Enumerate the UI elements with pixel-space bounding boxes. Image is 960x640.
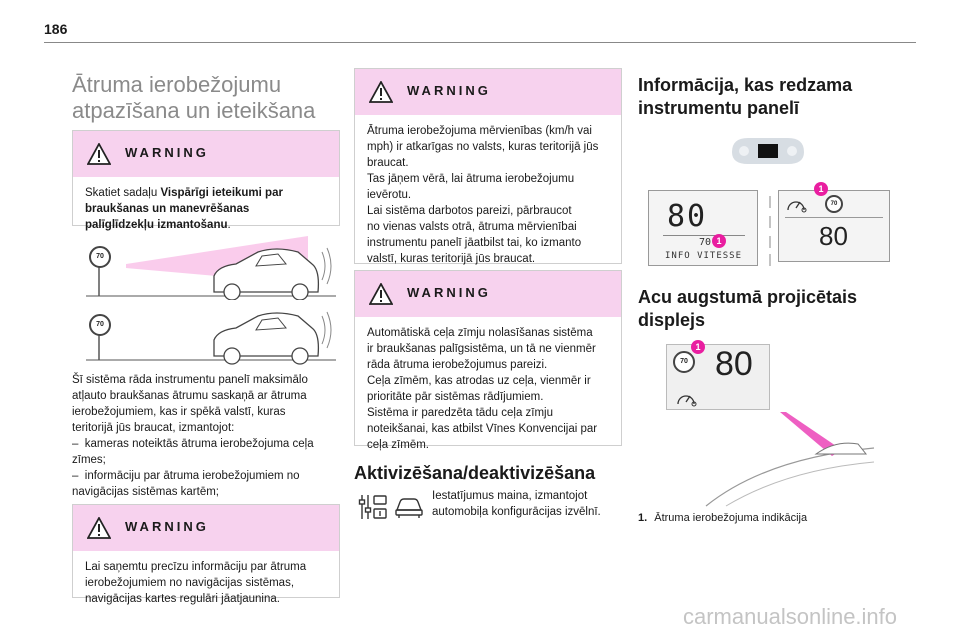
warning-box-2: [72, 504, 340, 605]
car-settings-icon: [394, 494, 424, 525]
section-title: Ātruma ierobežojumu atpazīšana un ieteikšana: [72, 72, 316, 123]
callout-badge: 1: [814, 182, 828, 196]
divider: [785, 217, 883, 218]
warning-header: [73, 505, 339, 551]
speed-readout: 80: [819, 221, 848, 251]
hud-projection-illustration: [646, 410, 886, 515]
legend-number: 1.: [638, 512, 648, 524]
warning-header: [355, 271, 621, 317]
legend: [638, 512, 807, 524]
car-icon: [86, 236, 336, 300]
warning-box-4: [354, 270, 622, 451]
panel-separator: [766, 196, 774, 271]
head-up-display: [666, 344, 770, 410]
info-caption: INFO VITESSE: [665, 251, 743, 261]
divider: [663, 235, 745, 236]
instrument-panel-digital: [648, 190, 758, 266]
speed-sign: 70: [673, 351, 695, 373]
car-sign-illustration-top: [86, 236, 336, 300]
car-icon: [86, 302, 336, 366]
warning-triangle-icon: [87, 143, 111, 165]
warning-text: Automātiskā ceļa zīmju nolasīšanas sistēma ir braukšanas palīgsistēma, un tā ne vienmēr rāda ātruma ierobežojumus pareizi. Ceļa zīmēm, kas atrodas uz ceļa, vienmēr ir prioritāte pār sistēmas rādījumiem. Sistēma ir paredzēta tādu ceļa zīmju noteikšanai, kas atbilst Vīnes Konvencijai par ceļa zīmēm.: [367, 327, 598, 451]
watermark: carmanualsonline.info: [683, 604, 898, 629]
warning-label: WARNING: [125, 145, 209, 160]
warning-header: [73, 131, 339, 177]
car-sign-illustration-bottom: [86, 302, 336, 366]
instrument-panel-gauge: [778, 184, 890, 262]
dashboard-icon: [728, 134, 808, 168]
top-rule: [44, 42, 916, 43]
warning-box-1: [72, 130, 340, 231]
speed-limiter-icon: [675, 389, 697, 407]
speed-sign: 70: [89, 246, 111, 268]
speed-limiter-icon: [785, 195, 807, 213]
speed-readout: 80: [667, 199, 708, 234]
warning-label: WARNING: [125, 519, 209, 534]
hud-title: Acu augstumā projicētais displejs: [638, 287, 858, 330]
instrument-cluster-icon: [728, 134, 808, 173]
page-number: 186: [44, 21, 68, 37]
legend-text: Ātruma ierobežojuma indikācija: [654, 512, 808, 524]
dashboard-hud-icon: [646, 410, 886, 510]
callout-badge: 1: [691, 340, 705, 354]
warning-triangle-icon: [87, 517, 111, 539]
activation-text: Iestatījumus maina, izmantojot automobiļa konfigurācijas izvēlnī.: [432, 490, 601, 518]
warning-box-3: [354, 68, 622, 264]
warning-triangle-icon: [369, 283, 393, 305]
callout-badge: 1: [712, 234, 726, 248]
warning-header: [355, 69, 621, 115]
warning-label: WARNING: [407, 83, 491, 98]
car-front-icon: [394, 494, 424, 520]
warning-text: Lai saņemtu precīzu informāciju par ātruma ierobežojumiem no navigācijas sistēmas, navigācijas kartes regulāri jāatjaunina.: [85, 561, 307, 605]
settings-icon: [358, 492, 390, 527]
settings-sliders-icon: [358, 492, 390, 522]
speed-readout: 80: [715, 345, 753, 383]
speed-sign: 70: [825, 195, 843, 213]
warning-label: WARNING: [407, 285, 491, 300]
warning-text: Ātruma ierobežojuma mērvienības (km/h vai mph) ir atkarīgas no valsts, kuras teritorijā jūs braucat. Tas jāņem vērā, lai ātruma ierobežojumu ievērotu. Lai sistēma darbotos pareizi, pārbraucot no vienas valsts otrā, ātruma mērvienībai instrumentu panelī jāatbilst tai, ko izmanto valstī, kuras teritorijā jūs braucat.: [367, 125, 599, 265]
body-text: Šī sistēma rāda instrumentu panelī maksimālo atļauto braukšanas ātrumu saskaņā ar ātruma ierobežojumiem, kas ir spēkā valstī, kuras teritorijā jūs braucat, izmantojot: – kameras noteiktās ātruma ierobežojuma ceļa zīmes; – informāciju par ātruma ierobežojumiem no navigācijas sistēmas kartēm;: [72, 374, 314, 498]
warning-triangle-icon: [369, 81, 393, 103]
instrument-panel-title: Informācija, kas redzama instrumentu panelī: [638, 75, 853, 118]
speed-sign: 70: [89, 314, 111, 336]
warning-text: Skatiet sadaļu Vispārīgi ieteikumi par braukšanas un manevrēšanas palīglīdzekļu izmantošanu.: [85, 187, 283, 231]
speed-limit-readout: 70: [699, 237, 712, 248]
activation-title: Aktivizēšana/deaktivizēšana: [354, 463, 596, 483]
